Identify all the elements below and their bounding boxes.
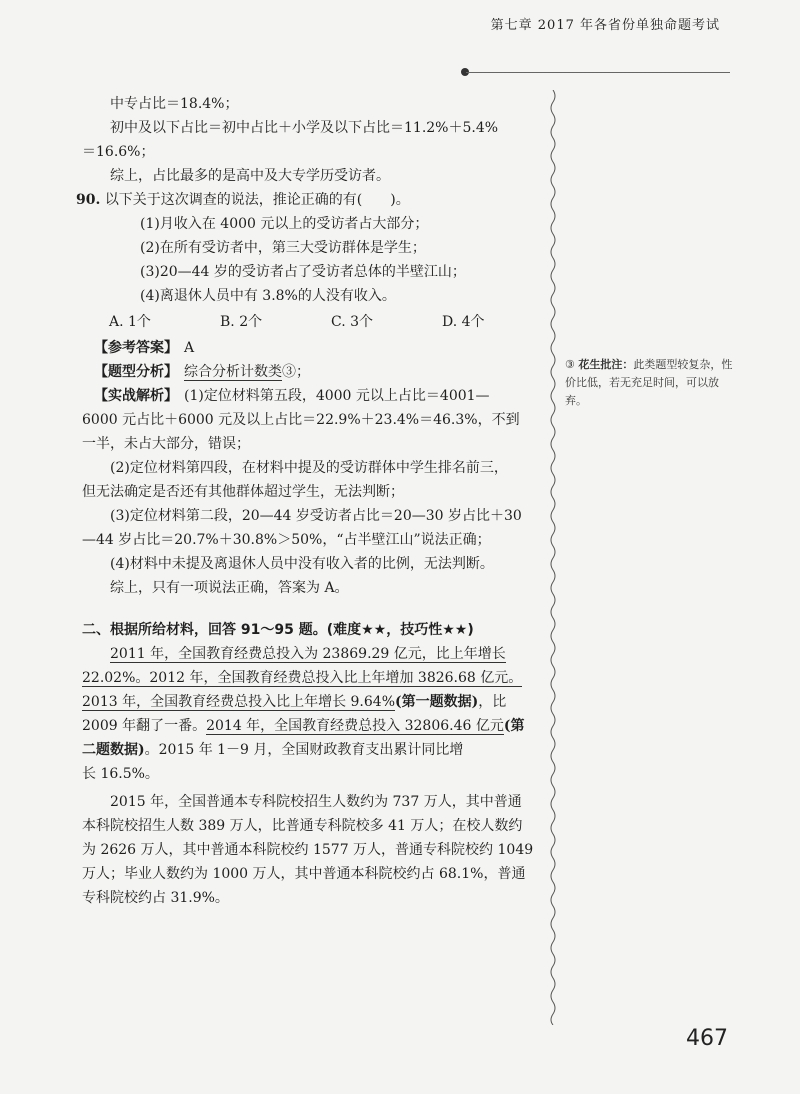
- choice-a: A. 1个: [109, 314, 151, 330]
- analysis-label: 【实战解析】: [94, 388, 178, 404]
- margin-note: [565, 356, 735, 410]
- text-line: [82, 714, 544, 738]
- page-number: 467: [686, 1026, 728, 1051]
- analysis-line: [82, 384, 544, 408]
- text-line: [82, 642, 544, 666]
- analysis-text: (1)定位材料第五段，4000 元以上占比＝4001—: [184, 388, 490, 404]
- plain-text: 。2015 年 1－9 月，全国财政教育支出累计同比增: [144, 742, 464, 758]
- statement: (1)月收入在 4000 元以上的受访者占大部分；: [140, 216, 429, 232]
- type-label: 【题型分析】: [94, 364, 178, 380]
- answer-label: 【参考答案】: [94, 340, 178, 356]
- underlined-text: 2013 年，全国教育经费总投入比上年增长 9.64%: [82, 694, 396, 710]
- question-number: 90.: [76, 192, 101, 208]
- bold-text: 二题数据): [82, 742, 145, 758]
- text-line: 但无法确定是否还有其他群体超过学生，无法判断；: [82, 484, 404, 500]
- statement: (3)20—44 岁的受访者占了受访者总体的半壁江山；: [140, 264, 466, 280]
- statement: (2)在所有受访者中，第三大受访群体是学生；: [140, 240, 426, 256]
- text-line: 中专占比＝18.4%；: [110, 96, 239, 112]
- plain-text: 2009 年翻了一番。: [82, 718, 207, 734]
- note-reference: ③；: [282, 364, 310, 380]
- text-line: 本科院校招生人数 389 万人，比普通专科院校多 41 万人；在校人数约: [82, 818, 523, 834]
- running-header: 第七章 2017 年各省份单独命题考试: [490, 18, 720, 33]
- underlined-text: 2011 年，全国教育经费总投入为 23869.29 亿元，比上年增长: [110, 646, 506, 662]
- underlined-text: 2014 年，全国教育经费总投入 32806.46 亿元: [206, 718, 504, 734]
- underlined-text: 22.02%。2012 年，全国教育经费总投入比上年增加 3826.68 亿元。: [82, 670, 523, 686]
- choice-c: C. 3个: [331, 314, 374, 330]
- choice-b: B. 2个: [220, 314, 263, 330]
- section-heading: 二、根据所给材料，回答 91～95 题。(难度★★，技巧性★★): [82, 622, 474, 638]
- text-line: 长 16.5%。: [82, 766, 159, 782]
- main-text: [76, 92, 544, 910]
- text-line: [82, 666, 544, 690]
- text-line: 初中及以下占比＝初中占比＋小学及以下占比＝11.2%＋5.4%: [110, 120, 499, 136]
- text-line: 为 2626 万人，其中普通本科院校约 1577 万人，普通专科院校约 1049: [82, 842, 534, 858]
- text-line: —44 岁占比＝20.7%＋30.8%＞50%，“占半壁江山”说法正确；: [82, 532, 491, 548]
- text-line: 万人；毕业人数约为 1000 万人，其中普通本科院校约占 68.1%，普通: [82, 866, 526, 882]
- answer-line: [82, 336, 544, 360]
- question-stem: 以下关于这次调查的说法，推论正确的有( )。: [104, 192, 410, 208]
- note-label: 花生批注：: [578, 358, 634, 371]
- type-line: [82, 360, 544, 384]
- bold-text: (第: [503, 718, 525, 734]
- type-value: 综合分析计数类: [184, 364, 282, 380]
- text-line: (3)定位材料第二段，20—44 岁受访者占比＝20—30 岁占比＋30: [110, 508, 522, 524]
- text-line: [82, 738, 544, 762]
- note-mark: ③: [565, 358, 575, 371]
- text-line: ＝16.6%；: [82, 144, 155, 160]
- header-rule: [466, 72, 730, 73]
- note-text: 此类题型较复杂，性价比低，若无充足时间，可以放弃。: [565, 358, 733, 407]
- margin-wavy-line: [548, 90, 558, 1025]
- text-line: (4)材料中未提及离退休人员中没有收入者的比例，无法判断。: [110, 556, 494, 572]
- text-line: 一半，未占大部分，错误；: [82, 436, 250, 452]
- answer-choices: [82, 310, 544, 334]
- statement: (4)离退休人员中有 3.8%的人没有收入。: [140, 288, 396, 304]
- question-90-stem: [76, 188, 544, 212]
- text-line: 6000 元占比＋6000 元及以上占比＝22.9%＋23.4%＝46.3%，不到: [82, 412, 520, 428]
- text-line: (2)定位材料第四段，在材料中提及的受访群体中学生排名前三，: [110, 460, 508, 476]
- text-line: [82, 690, 544, 714]
- text-line: 综上，占比最多的是高中及大专学历受访者。: [110, 168, 390, 184]
- text-line: 专科院校约占 31.9%。: [82, 890, 229, 906]
- bold-text: (第一题数据): [395, 694, 479, 710]
- choice-d: D. 4个: [442, 314, 485, 330]
- answer-value: A: [184, 340, 195, 356]
- plain-text: ，比: [478, 694, 507, 710]
- text-line: 综上，只有一项说法正确，答案为 A。: [110, 580, 349, 596]
- text-line: 2015 年，全国普通本专科院校招生人数约为 737 万人，其中普通: [110, 794, 522, 810]
